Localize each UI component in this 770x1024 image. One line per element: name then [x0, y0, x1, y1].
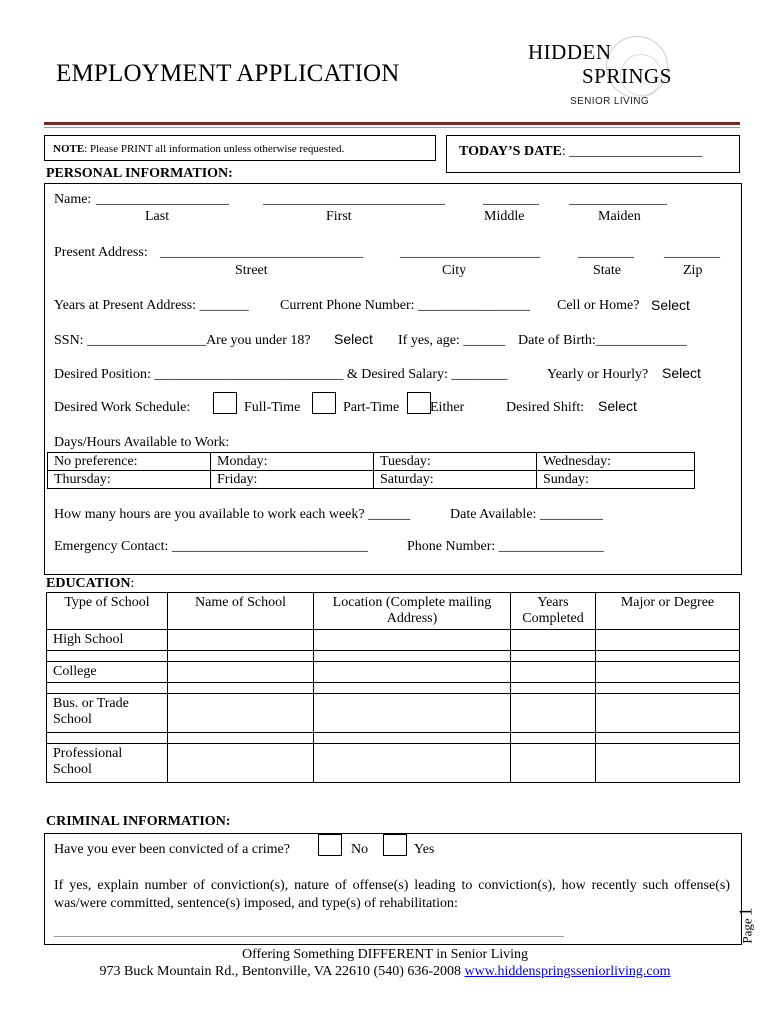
city-sub: City [442, 263, 467, 278]
desired-shift-label: Desired Shift: [506, 400, 585, 415]
todays-date-blank[interactable]: : ___________________ [561, 144, 703, 159]
table-cell[interactable] [596, 662, 740, 683]
zip-sub: Zip [683, 263, 703, 278]
table-cell[interactable] [596, 630, 740, 651]
table-cell[interactable] [511, 683, 596, 694]
education-heading-wrap: EDUCATION: [46, 576, 135, 591]
yearly-or-hourly-label: Yearly or Hourly? [547, 367, 649, 382]
friday-cell[interactable]: Friday: [211, 471, 374, 489]
desired-position-salary-field[interactable]: Desired Position: ___________________________ & Desired Salary: ________ [54, 367, 508, 382]
header-rule [44, 122, 740, 125]
table-cell[interactable] [596, 744, 740, 783]
table-cell[interactable] [168, 733, 314, 744]
table-row [47, 744, 740, 783]
middle-sub: Middle [484, 209, 525, 224]
col-location: Location (Complete mailing Address) [314, 593, 511, 630]
state-sub: State [593, 263, 621, 278]
saturday-cell[interactable]: Saturday: [374, 471, 537, 489]
page-num: 1 [735, 907, 756, 917]
table-cell[interactable] [168, 630, 314, 651]
state-field[interactable]: ________ [578, 245, 634, 260]
todays-date-field[interactable] [446, 135, 740, 173]
table-cell[interactable] [314, 630, 511, 651]
footer-tagline: Offering Something DIFFERENT in Senior Living [241, 947, 529, 962]
under-18-select[interactable]: Select [334, 331, 373, 347]
row-label-bus-trade-school: Bus. or Trade School [47, 694, 168, 733]
conviction-no-checkbox[interactable] [318, 834, 342, 856]
first-name-field[interactable]: __________________________ [263, 192, 445, 207]
zip-field[interactable]: ________ [664, 245, 720, 260]
table-row [47, 651, 740, 662]
last-sub: Last [145, 209, 170, 224]
convicted-question: Have you ever been convicted of a crime? [54, 842, 290, 857]
footer-address-line [0, 964, 770, 980]
table-cell[interactable] [47, 651, 168, 662]
table-header-row [47, 593, 740, 630]
table-cell[interactable] [511, 630, 596, 651]
col-name-of-school: Name of School [168, 593, 314, 630]
fulltime-checkbox[interactable] [213, 392, 237, 414]
maiden-sub: Maiden [598, 209, 641, 224]
page-number-label [735, 895, 770, 955]
first-sub: First [326, 209, 352, 224]
conviction-no-label: No [351, 842, 369, 857]
table-cell[interactable] [596, 733, 740, 744]
years-at-address-field[interactable]: Years at Present Address: _______ [54, 298, 249, 313]
days-table [47, 452, 695, 489]
note-text: : Please PRINT all information unless otherwise requested. [84, 143, 345, 155]
ssn-under18-field[interactable]: SSN: _________________Are you under 18? [54, 333, 311, 348]
table-row [48, 471, 695, 489]
parttime-label: Part-Time [343, 400, 400, 415]
emergency-contact-field[interactable]: Emergency Contact: ____________________________ [54, 539, 368, 554]
table-cell[interactable] [596, 683, 740, 694]
note-bold: NOTE [53, 143, 85, 155]
middle-name-field[interactable]: ________ [483, 192, 539, 207]
parttime-checkbox[interactable] [312, 392, 336, 414]
table-cell[interactable] [596, 694, 740, 733]
footer-website-link[interactable]: www.hiddenspringsseniorliving.com [464, 964, 671, 979]
sunday-cell[interactable]: Sunday: [537, 471, 695, 489]
criminal-heading: CRIMINAL INFORMATION: [46, 814, 231, 829]
row-label-professional-school: Professional School [47, 744, 168, 783]
hours-per-week-field[interactable]: How many hours are you available to work each week? ______ [54, 507, 411, 522]
table-cell[interactable] [168, 694, 314, 733]
table-cell[interactable] [314, 651, 511, 662]
row-label-high-school: High School [47, 630, 168, 651]
table-cell[interactable] [314, 744, 511, 783]
table-cell[interactable] [511, 694, 596, 733]
address-label: Present Address: [54, 245, 148, 260]
col-type-of-school: Type of School [47, 593, 168, 630]
row-label-college: College [47, 662, 168, 683]
street-sub: Street [235, 263, 268, 278]
conviction-explain-line[interactable]: _____________________________________________________________________________________ [54, 924, 564, 938]
conviction-yes-label: Yes [414, 842, 435, 857]
table-cell[interactable] [314, 662, 511, 683]
wednesday-cell[interactable]: Wednesday: [537, 453, 695, 471]
table-cell[interactable] [314, 694, 511, 733]
todays-date-label: TODAY’S DATE [459, 144, 562, 159]
table-cell[interactable] [168, 683, 314, 694]
days-hours-label: Days/Hours Available to Work: [54, 435, 230, 450]
conviction-explain-text: If yes, explain number of conviction(s), nature of offense(s) leading to conviction(s), how recently such offense(s) was/were committed, sentence(s) imposed, and type(s) of rehabilitation: [54, 878, 730, 911]
street-field[interactable]: _____________________________ [160, 245, 363, 260]
header-rule-thin [44, 127, 740, 128]
hidden-springs-logo [528, 36, 672, 111]
table-row [47, 662, 740, 683]
table-cell[interactable] [596, 651, 740, 662]
emergency-phone-field[interactable]: Phone Number: _______________ [407, 539, 604, 554]
fulltime-label: Full-Time [244, 400, 301, 415]
print-note [44, 135, 436, 161]
last-name-field[interactable]: ___________________ [96, 192, 229, 207]
table-cell[interactable] [314, 733, 511, 744]
table-cell[interactable] [168, 744, 314, 783]
table-cell[interactable] [511, 662, 596, 683]
maiden-name-field[interactable]: ______________ [569, 192, 667, 207]
page-word: Page [739, 918, 755, 944]
work-schedule-label: Desired Work Schedule: [54, 400, 191, 415]
footer-address: 973 Buck Mountain Rd., Bentonville, VA 22610 (540) 636-2008 [99, 964, 462, 979]
monday-cell[interactable]: Monday: [211, 453, 374, 471]
table-row [47, 683, 740, 694]
age-field[interactable]: If yes, age: ______ [398, 333, 506, 348]
table-cell[interactable] [314, 683, 511, 694]
yearly-or-hourly-select[interactable]: Select [662, 365, 701, 381]
education-heading: EDUCATION [46, 576, 131, 591]
thursday-cell[interactable]: Thursday: [48, 471, 211, 489]
col-years-completed: Years Completed [511, 593, 596, 630]
education-table [46, 592, 740, 783]
no-preference-cell[interactable]: No preference: [48, 453, 211, 471]
table-row [47, 733, 740, 744]
table-cell[interactable] [511, 733, 596, 744]
cell-or-home-label: Cell or Home? [557, 298, 640, 313]
date-of-birth-field[interactable]: Date of Birth:_____________ [518, 333, 687, 348]
logo-word-hidden: HIDDEN [528, 40, 612, 64]
city-field[interactable]: ____________________ [400, 245, 540, 260]
table-row [48, 453, 695, 471]
page-title: EMPLOYMENT APPLICATION [56, 60, 400, 87]
cell-or-home-select[interactable]: Select [651, 297, 690, 313]
current-phone-field[interactable]: Current Phone Number: ________________ [280, 298, 531, 313]
logo-word-senior-living: SENIOR LIVING [570, 96, 650, 107]
either-checkbox[interactable] [407, 392, 431, 414]
either-label: Either [430, 400, 465, 415]
tuesday-cell[interactable]: Tuesday: [374, 453, 537, 471]
table-cell[interactable] [511, 744, 596, 783]
table-cell[interactable] [47, 733, 168, 744]
table-cell[interactable] [511, 651, 596, 662]
table-cell[interactable] [168, 651, 314, 662]
col-major-degree: Major or Degree [596, 593, 740, 630]
desired-shift-select[interactable]: Select [598, 398, 637, 414]
table-cell[interactable] [168, 662, 314, 683]
conviction-yes-checkbox[interactable] [383, 834, 407, 856]
logo-word-springs: SPRINGS [582, 64, 672, 88]
personal-info-heading: PERSONAL INFORMATION: [46, 166, 233, 181]
table-row [47, 630, 740, 651]
table-row [47, 694, 740, 733]
date-available-field[interactable]: Date Available: _________ [450, 507, 603, 522]
table-cell[interactable] [47, 683, 168, 694]
name-label: Name: [54, 192, 92, 207]
